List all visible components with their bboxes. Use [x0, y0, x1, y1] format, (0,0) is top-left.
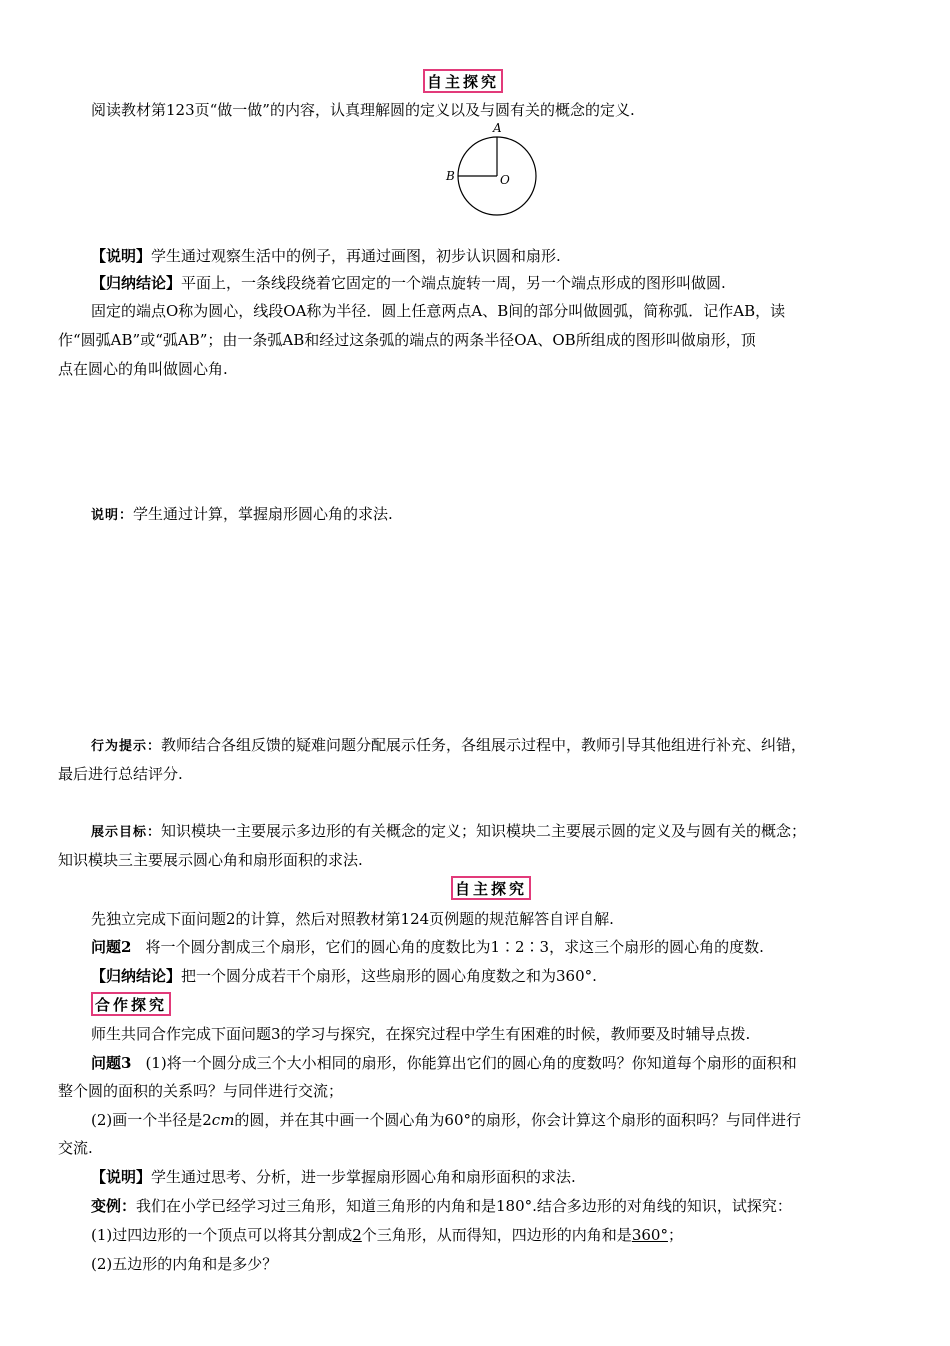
goal-tag: 展示目标：	[91, 825, 162, 840]
badge-label: 合作探究	[94, 995, 167, 1014]
v1-text-c: ；	[667, 1226, 683, 1244]
goal-line-2: 知识模块三主要展示圆心角和扇形面积的求法.	[58, 851, 363, 869]
question3-text: (1)将一个圆分成三个大小相同的扇形，你能算出它们的圆心角的度数吗？你知道每个扇形的面积和	[145, 1054, 797, 1072]
v1-blank-2: 360°	[631, 1226, 668, 1244]
q3-part2-b: 的圆，并在其中画一个圆心角为60°的扇形，你会计算这个扇形的面积吗？与同伴进行	[234, 1111, 802, 1129]
badge-label: 自主探究	[454, 879, 527, 898]
point-label-b: B	[446, 169, 455, 183]
question3-line-1	[91, 1053, 797, 1073]
section-badge-self-study	[423, 69, 503, 93]
goal-line-1	[91, 821, 806, 843]
q3-part2-unit: cm	[211, 1111, 235, 1129]
section2-intro: 先独立完成下面问题2的计算，然后对照教材第124页例题的规范解答自评自解.	[91, 910, 614, 928]
q3-part2-a: (2)画一个半径是2	[91, 1111, 212, 1129]
note2-text: 学生通过计算，掌握扇形圆心角的求法.	[133, 505, 393, 523]
section-badge-cooperative	[91, 992, 171, 1016]
intro-paragraph: 阅读教材第123页“做一做”的内容，认真理解圆的定义以及与圆有关的概念的定义.	[91, 101, 635, 119]
variant-tag: 变例：	[91, 1197, 137, 1215]
v1-text-a: (1)过四边形的一个顶点可以将其分割成	[91, 1226, 353, 1244]
question2-text: 将一个圆分割成三个扇形，它们的圆心角的度数比为1∶2∶3，求这三个扇形的圆心角的度数.	[145, 938, 764, 956]
variant-item-1	[91, 1225, 683, 1245]
note-text: 学生通过观察生活中的例子，再通过画图，初步认识圆和扇形.	[151, 247, 561, 265]
section2-conclusion-tag: 【归纳结论】	[91, 967, 182, 985]
section3-note-tag: 【说明】	[91, 1168, 152, 1186]
section2-conclusion	[91, 966, 597, 986]
behavior-line-2: 最后进行总结评分.	[58, 765, 183, 783]
note2-line	[91, 504, 393, 526]
question2-line	[91, 937, 764, 957]
conclusion-tag: 【归纳结论】	[91, 274, 182, 292]
section3-note	[91, 1167, 576, 1187]
behavior-text: 教师结合各组反馈的疑难问题分配展示任务，各组展示过程中，教师引导其他组进行补充、纠错，	[161, 736, 807, 754]
question3-line-4: 交流.	[58, 1139, 93, 1157]
circle-diagram	[440, 118, 550, 222]
point-label-o: O	[500, 173, 510, 187]
definition-line-1: 固定的端点O称为圆心，线段OA称为半径．圆上任意两点A、B间的部分叫做圆弧，简称弧．记作AB，读	[91, 302, 786, 320]
variant-line	[91, 1196, 792, 1216]
section2-conclusion-text: 把一个圆分成若干个扇形，这些扇形的圆心角度数之和为360°.	[181, 967, 597, 985]
definition-line-3: 点在圆心的角叫做圆心角.	[58, 360, 228, 378]
badge-label: 自主探究	[426, 72, 499, 91]
v1-blank-1: 2	[352, 1226, 362, 1244]
section-badge-self-study-2	[451, 876, 531, 900]
note2-tag: 说明：	[91, 508, 134, 523]
question2-tag: 问题2	[91, 938, 132, 956]
behavior-tag: 行为提示：	[91, 739, 162, 754]
note-tag: 【说明】	[91, 247, 152, 265]
goal-text: 知识模块一主要展示多边形的有关概念的定义；知识模块二主要展示圆的定义及与圆有关的概念；	[161, 822, 807, 840]
note-line	[91, 246, 561, 266]
question3-tag: 问题3	[91, 1054, 132, 1072]
conclusion-text: 平面上，一条线段绕着它固定的一个端点旋转一周，另一个端点形成的图形叫做圆.	[181, 274, 726, 292]
question3-part2	[91, 1110, 801, 1130]
definition-line-2: 作“圆弧AB”或“弧AB”；由一条弧AB和经过这条弧的端点的两条半径OA、OB所组成的图形叫做扇形，顶	[58, 331, 756, 349]
behavior-line-1	[91, 735, 806, 757]
conclusion-line	[91, 273, 726, 293]
section3-note-text: 学生通过思考、分析，进一步掌握扇形圆心角和扇形面积的求法.	[151, 1168, 576, 1186]
section3-intro: 师生共同合作完成下面问题3的学习与探究，在探究过程中学生有困难的时候，教师要及时辅导点拨.	[91, 1025, 751, 1043]
point-label-a: A	[493, 121, 502, 135]
v1-text-b: 个三角形，从而得知，四边形的内角和是	[361, 1226, 632, 1244]
question3-line-2: 整个圆的面积的关系吗？与同伴进行交流；	[58, 1082, 344, 1100]
variant-item-2: (2)五边形的内角和是多少？	[91, 1255, 278, 1273]
variant-text: 我们在小学已经学习过三角形，知道三角形的内角和是180°.结合多边形的对角线的知识，试探究：	[136, 1197, 792, 1215]
